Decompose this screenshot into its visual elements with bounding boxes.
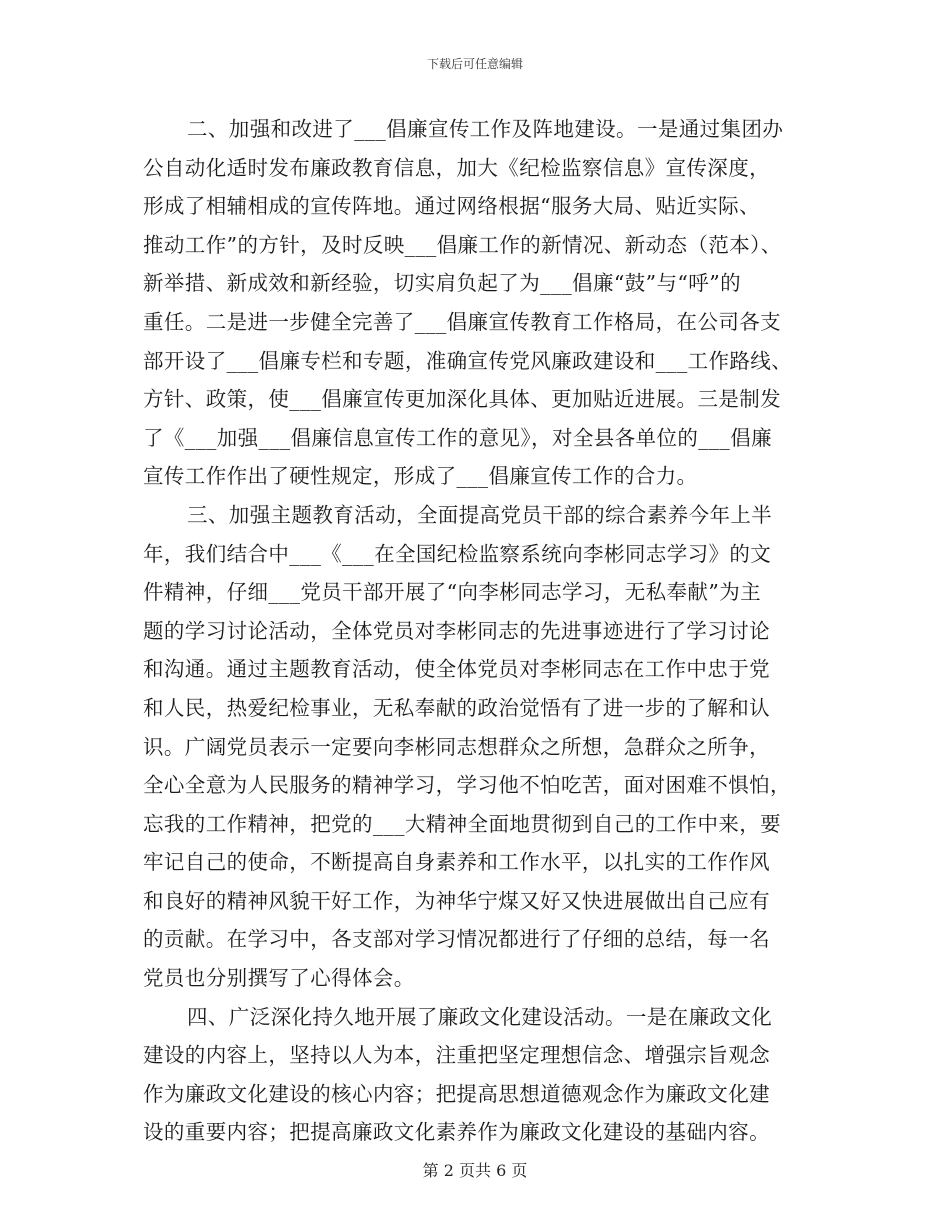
text-line: 题的学习讨论活动，全体党员对李彬同志的先进事迹进行了学习讨论 bbox=[143, 618, 770, 643]
text-line: 牢记自己的使命，不断提高自身素养和工作水平，以扎实的工作作风 bbox=[143, 850, 770, 875]
text-line: 方针、政策，使___倡廉宣传更加深化具体、更加贴近进展。三是制发 bbox=[143, 387, 782, 412]
document-body bbox=[143, 110, 813, 1152]
page-number: 第 2 页共 6 页 bbox=[422, 1161, 528, 1180]
text-line: 重任。二是进一步健全完善了___倡廉宣传教育工作格局，在公司各支 bbox=[143, 309, 782, 334]
text-line: 部开设了___倡廉专栏和专题，准确宣传党风廉政建设和___工作路线、 bbox=[143, 348, 793, 373]
text-line: 新举措、新成效和新经验，切实肩负起了为___倡廉“鼓”与“呼”的 bbox=[143, 271, 741, 296]
text-line: 四、广泛深化持久地开展了廉政文化建设活动。一是在廉政文化 bbox=[187, 1004, 773, 1029]
text-line: 作为廉政文化建设的核心内容；把提高思想道德观念作为廉政文化建 bbox=[143, 1081, 770, 1106]
text-line: 忘我的工作精神，把党的___大精神全面地贯彻到自己的工作中来，要 bbox=[143, 811, 782, 836]
text-line: 宣传工作作出了硬性规定，形成了___倡廉宣传工作的合力。 bbox=[143, 464, 698, 489]
text-line: 件精神，仔细___党员干部开展了“向李彬同志学习，无私奉献”为主 bbox=[143, 580, 762, 605]
text-line: 三、加强主题教育活动，全面提高党员干部的综合素养今年上半 bbox=[187, 502, 773, 527]
page-header-note: 下载后可任意编辑 bbox=[426, 57, 523, 71]
text-line: 公自动化适时发布廉政教育信息，加大《纪检监察信息》宣传深度， bbox=[143, 155, 770, 180]
text-line: 和沟通。通过主题教育活动，使全体党员对李彬同志在工作中忠于党 bbox=[143, 657, 770, 682]
text-line: 的贡献。在学习中，各支部对学习情况都进行了仔细的总结，每一名 bbox=[143, 927, 770, 952]
text-line: 了《___加强___倡廉信息宣传工作的意见》，对全县各单位的___倡廉 bbox=[143, 425, 772, 450]
text-line: 形成了相辅相成的宣传阵地。通过网络根据“服务大局、贴近实际、 bbox=[143, 194, 760, 219]
text-line: 建设的内容上，坚持以人为本，注重把坚定理想信念、增强宗旨观念 bbox=[143, 1043, 770, 1068]
text-line: 识。广阔党员表示一定要向李彬同志想群众之所想，急群众之所争， bbox=[143, 734, 770, 759]
text-line: 党员也分别撰写了心得体会。 bbox=[143, 966, 415, 991]
text-line: 年，我们结合中___《___在全国纪检监察系统向李彬同志学习》的文 bbox=[143, 541, 772, 566]
text-line: 推动工作”的方针，及时反映___倡廉工作的新情况、新动态（范本）、 bbox=[143, 232, 782, 257]
text-line: 全心全意为人民服务的精神学习，学习他不怕吃苦，面对困难不惧怕， bbox=[143, 773, 791, 798]
text-line: 和人民，热爱纪检事业，无私奉献的政治觉悟有了进一步的了解和认 bbox=[143, 695, 770, 720]
text-line: 二、加强和改进了___倡廉宣传工作及阵地建设。一是通过集团办 bbox=[187, 117, 784, 141]
text-line: 和良好的精神风貌干好工作，为神华宁煤又好又快进展做出自己应有 bbox=[143, 888, 770, 913]
text-line: 设的重要内容；把提高廉政文化素养作为廉政文化建设的基础内容。 bbox=[143, 1120, 770, 1145]
